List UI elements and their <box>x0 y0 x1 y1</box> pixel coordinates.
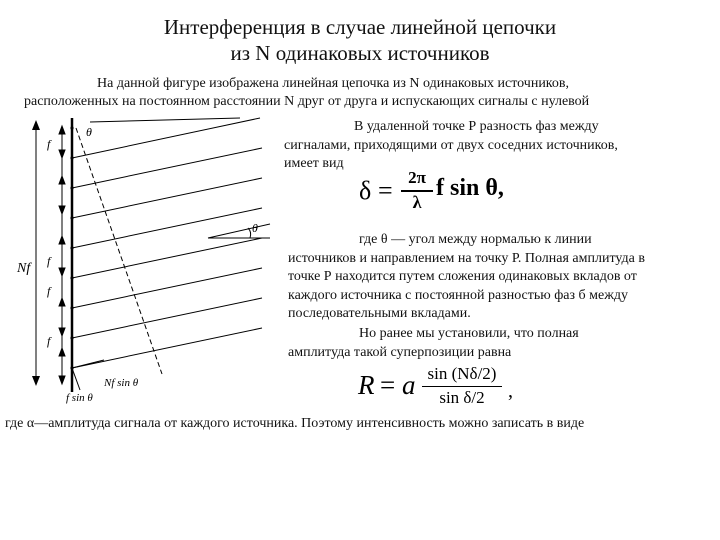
intro-text-line1: На данной фигуре изображена линейная цепочка из N одинаковых источников, <box>97 76 570 91</box>
spacing-arrows <box>59 126 65 384</box>
amplitude-formula-comma: , <box>508 380 513 402</box>
label-f-low: f <box>47 334 51 348</box>
nf-arrow-bottom <box>32 376 40 386</box>
amp-text-line1: Но ранее мы установили, что полная <box>359 326 579 341</box>
amplitude-formula-denominator: sin δ/2 <box>439 388 485 407</box>
phase-text-line1: В удаленной точке Р разность фаз между <box>354 119 599 134</box>
phase-formula-denominator: λ <box>412 192 422 212</box>
where-text-line4: каждого источника с постоянной разностью фаз б между <box>288 288 629 303</box>
label-theta-right: θ <box>252 221 258 235</box>
amplitude-formula-coef: a <box>402 370 416 400</box>
label-f-mid: f <box>47 254 51 268</box>
phase-formula-lhs: δ <box>359 176 372 205</box>
theta-ray <box>208 224 270 238</box>
label-f-sin-theta: f sin θ <box>66 392 93 404</box>
label-nf: Nf <box>17 261 31 276</box>
intro-text-line2: расположенных на постоянном расстоянии N друг от друга и испускающих сигналы с нулевой <box>24 94 590 109</box>
amplitude-formula-lhs: R <box>358 370 375 400</box>
slide-title-line2: из N одинаковых источников <box>230 41 490 65</box>
nf-arrow-top <box>32 120 40 130</box>
phase-formula-equals: = <box>378 176 393 205</box>
amplitude-formula-equals: = <box>380 370 396 400</box>
slide-title-line1: Интерференция в случае линейной цепочки <box>163 15 557 39</box>
wavefront-line <box>76 128 162 374</box>
bottom-text-line: где α—амплитуда сигнала от каждого источника. Поэтому интенсивность можно записать в виде <box>5 416 585 431</box>
amp-text-line2: амплитуда такой суперпозиции равна <box>288 345 512 360</box>
where-text-line2: источников и направлением на точку Р. Полная амплитуда в <box>288 251 645 266</box>
parallel-rays <box>72 118 262 368</box>
phase-text-line3: имеет вид <box>284 156 344 171</box>
label-f-mid2: f <box>47 284 51 298</box>
phase-formula-tail: f sin θ, <box>436 175 504 201</box>
amplitude-formula-numerator: sin (Nδ/2) <box>427 364 497 383</box>
label-f-top: f <box>47 137 51 151</box>
where-text-line1: где θ — угол между нормалью к линии <box>359 232 592 247</box>
where-text-line3: точке Р находится путем сложения одинаковых вкладов от <box>288 269 637 284</box>
phase-text-line2: сигналами, приходящими от двух соседних источников, <box>284 138 618 153</box>
label-theta-top: θ <box>86 125 92 139</box>
theta-arc <box>248 228 251 238</box>
where-text-line5: последовательными вкладами. <box>288 306 471 321</box>
path-difference-segment <box>72 360 104 368</box>
label-nf-sin-theta: Nf sin θ <box>104 377 139 389</box>
phase-formula-numerator: 2π <box>408 168 426 187</box>
